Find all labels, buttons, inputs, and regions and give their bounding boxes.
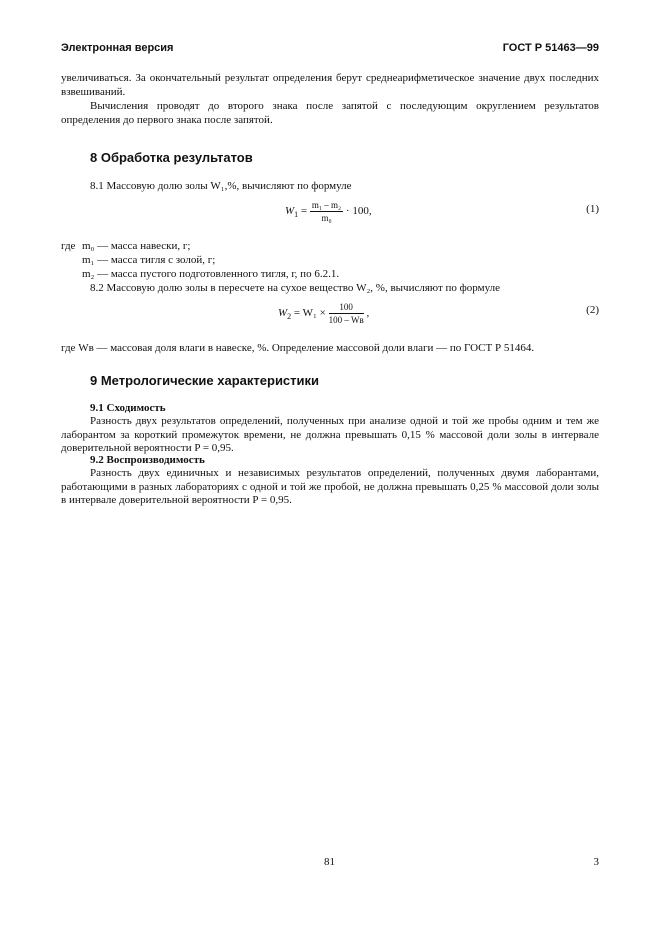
where-label: где (61, 240, 76, 252)
formula-1-lhs-sub: 1 (294, 210, 299, 220)
where-moisture: где Wв — массовая доля влаги в навеске, %. Определение массовой доли влаги — по ГОСТ Р 51464. (61, 342, 535, 354)
equation-number-2: (2) (586, 304, 599, 316)
heading-9-1: 9.1 Сходимость (90, 402, 166, 414)
formula-1-eq: = (300, 205, 308, 218)
formula-2-tail: , (366, 307, 370, 320)
formula-1-numerator: m₁ – m₂ (311, 200, 342, 210)
formula-2-fraction (329, 302, 364, 325)
formula-1-lhs: W (285, 205, 295, 218)
where-item-m1: m₁ — масса тигля с золой, г; (82, 254, 216, 266)
paragraph-9-1: Разность двух результатов определений, полученных при анализе одной и той же пробы одним и тем же лаборантом за короткий промежуток времени, не должна превышать 0,15 % массовой доли золы в интервале доверительной вероятности P = 0,95. (61, 415, 599, 454)
section-8-title: 8 Обработка результатов (90, 150, 253, 165)
paragraph-9-2: Разность двух единичных и независимых результатов определений, полученных двумя лаборантами, работающими в разных лабораториях с одной и той же пробой, не должна превышать 0,25 % массовой доли золы в интервале доверительной вероятности P = 0,95. (61, 467, 599, 506)
formula-1 (285, 200, 372, 223)
intro-paragraph-2: Вычисления проводят до второго знака после запятой с последующим округлением результатов определения до первого знака после запятой. (61, 100, 599, 126)
header-right: ГОСТ Р 51463—99 (502, 42, 599, 54)
where-item-m2: m₂ — масса пустого подготовленного тигля, г, по 6.2.1. (82, 268, 340, 280)
formula-2-middle: = W₁ × (293, 307, 326, 320)
formula-1-tail: · 100, (345, 205, 372, 218)
paragraph-8-1: 8.1 Массовую долю золы W₁,%, вычисляют по формуле (90, 180, 352, 192)
equation-number-1: (1) (586, 203, 599, 215)
where-item-m0: m₀ — масса навески, г; (82, 240, 191, 252)
formula-2 (278, 302, 369, 325)
page-number-center: 81 (324, 856, 335, 868)
section-9-title: 9 Метрологические характеристики (90, 373, 320, 388)
heading-9-2: 9.2 Воспроизводимость (90, 454, 205, 466)
header-left: Электронная версия (61, 42, 174, 54)
intro-paragraph-1: увеличиваться. За окончательный результат определения берут среднеарифметическое значение двух последних взвешиваний. (61, 72, 599, 98)
formula-2-denominator: 100 – Wв (328, 315, 364, 325)
formula-2-lhs: W (278, 307, 288, 320)
formula-2-numerator: 100 (329, 302, 364, 314)
page-number-right: 3 (593, 856, 599, 868)
formula-1-fraction (310, 200, 343, 223)
formula-1-denominator: m₀ (321, 213, 332, 223)
paragraph-8-2: 8.2 Массовую долю золы в пересчете на сухое вещество W₂, %, вычисляют по формуле (90, 282, 500, 294)
formula-2-lhs-sub: 2 (287, 312, 292, 322)
